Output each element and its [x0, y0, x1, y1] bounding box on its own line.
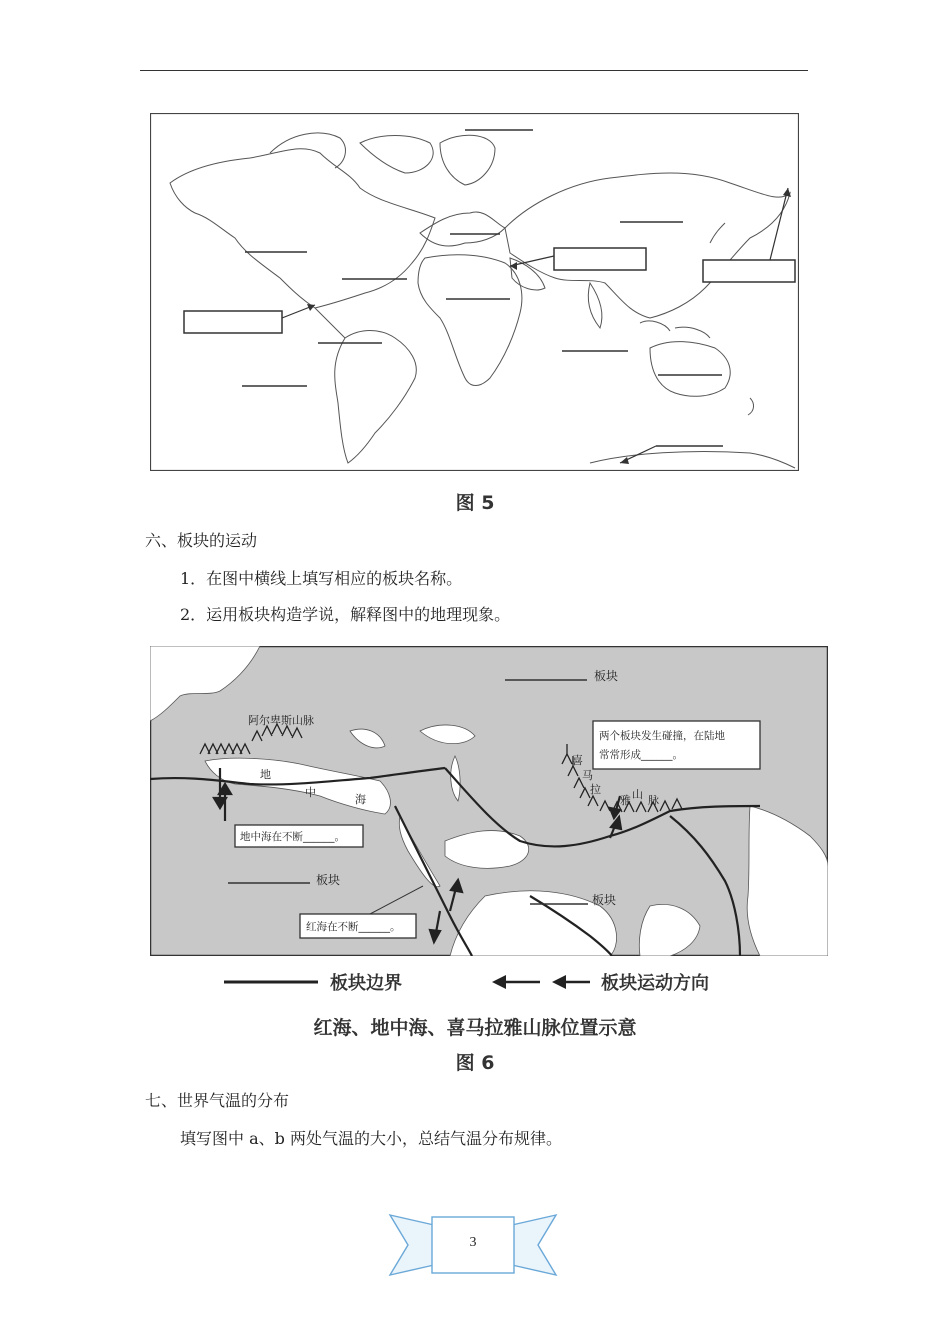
himalaya-char-2: 马: [582, 769, 593, 782]
mediterranean-question: 地中海在不断______。: [240, 831, 345, 843]
section-6-item-1: 1．在图中横线上填写相应的板块名称。: [180, 569, 463, 588]
himalaya-char-3: 拉: [590, 783, 601, 796]
world-map-figure-5: [150, 113, 799, 471]
legend-direction-label: 板块运动方向: [601, 973, 709, 994]
figure-5-caption: 图 5: [455, 492, 495, 514]
sea-char-2: 中: [305, 786, 316, 799]
collision-question-line-2: 常常形成______。: [599, 749, 683, 761]
figure-6-caption: 图 6: [455, 1052, 495, 1074]
header-rule: [140, 70, 808, 71]
himalaya-char-1: 喜: [572, 754, 583, 767]
red-sea-question: 红海在不断______。: [306, 921, 401, 933]
collision-question-line-1: 两个板块发生碰撞，在陆地: [599, 730, 725, 742]
himalaya-char-6: 脉: [648, 794, 659, 807]
figure-6-title: 红海、地中海、喜马拉雅山脉位置示意: [313, 1017, 637, 1039]
alps-label: 阿尔卑斯山脉: [248, 714, 314, 727]
plate-label-indian: 板块: [592, 893, 617, 907]
plate-map-figure-6: [150, 646, 828, 956]
plate-label-african: 板块: [316, 873, 341, 887]
sea-char-1: 地: [260, 768, 271, 781]
plate-label-eurasian: 板块: [594, 669, 619, 683]
sea-char-3: 海: [355, 793, 366, 806]
section-7-heading: 七、世界气温的分布: [145, 1091, 290, 1110]
figure-6-legend: [220, 966, 780, 998]
himalaya-char-5: 山: [632, 788, 643, 801]
section-6-heading: 六、板块的运动: [145, 531, 258, 550]
section-7-item-1: 填写图中 a、b 两处气温的大小，总结气温分布规律。: [180, 1129, 562, 1148]
page-number: 3: [469, 1235, 477, 1250]
himalaya-char-4: 雅: [620, 794, 631, 807]
section-6-item-2: 2．运用板块构造学说，解释图中的地理现象。: [180, 605, 511, 624]
legend-boundary-label: 板块边界: [330, 973, 402, 994]
